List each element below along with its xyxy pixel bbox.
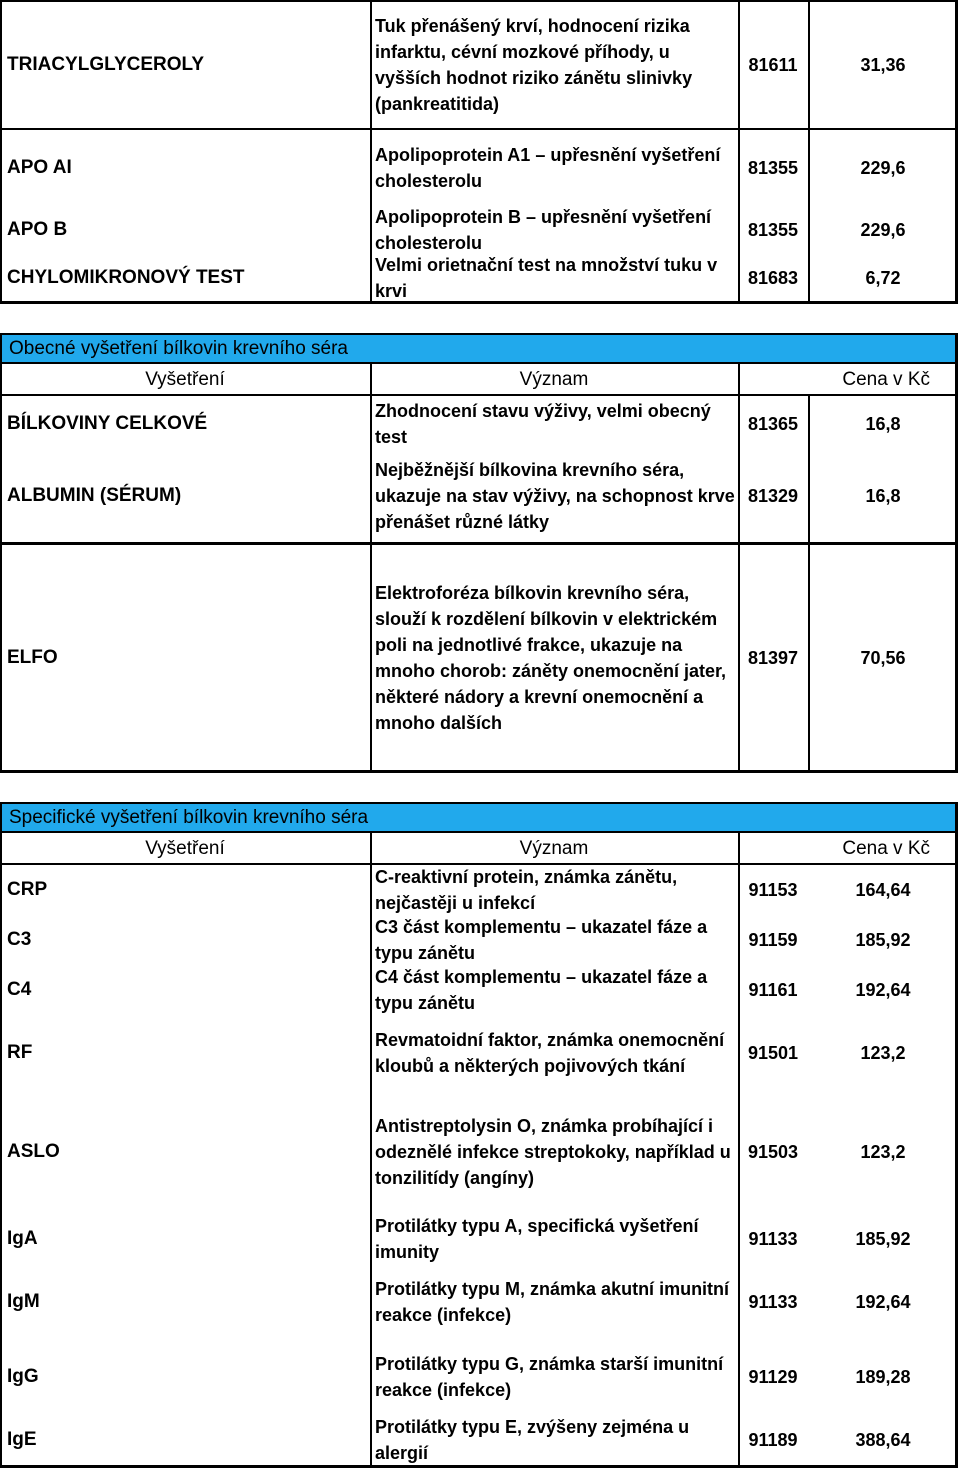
exam-price: 185,92	[855, 929, 911, 950]
exam-meaning: C3 část komplementu – ukazatel fáze a typu zánětu	[375, 917, 708, 963]
header-meaning: Význam	[519, 838, 589, 859]
exam-price: 70,56	[860, 647, 906, 668]
exam-price: 31,36	[860, 54, 906, 75]
table-row	[0, 1097, 958, 1207]
exam-price: 123,2	[860, 1141, 906, 1162]
table-row	[0, 2, 958, 128]
exam-price: 189,28	[855, 1366, 911, 1387]
exam-name: IgE	[7, 1429, 37, 1450]
exam-meaning: Protilátky typu E, zvýšeny zejména u alergií	[375, 1417, 690, 1463]
exam-meaning: Velmi orietnační test na množství tuku v krvi	[375, 255, 718, 301]
exam-code: 81355	[747, 157, 799, 178]
exam-name: APO AI	[7, 157, 72, 178]
exam-price: 185,92	[855, 1228, 911, 1249]
header-meaning: Význam	[519, 369, 589, 390]
table-row	[0, 202, 958, 258]
exam-code: 81397	[747, 647, 799, 668]
exam-meaning: C-reaktivní protein, známka zánětu, nejčastěji u infekcí	[375, 867, 678, 913]
header-exam: Vyšetření	[145, 838, 225, 859]
table-header	[0, 833, 958, 865]
exam-code: 91159	[748, 929, 798, 950]
exam-code: 91133	[748, 1228, 798, 1249]
exam-meaning: Revmatoidní faktor, známka onemocnění kloubů a některých pojivových tkání	[375, 1030, 725, 1076]
exam-code: 91129	[748, 1366, 798, 1387]
table-row	[0, 1276, 958, 1328]
exam-meaning: Protilátky typu M, známka akutní imunitní reakce (infekce)	[375, 1279, 730, 1325]
exam-meaning: Apolipoprotein A1 – upřesnění vyšetření cholesterolu	[375, 145, 721, 191]
exam-price: 16,8	[865, 485, 901, 506]
table-row	[0, 252, 958, 304]
exam-code: 81329	[747, 485, 799, 506]
exam-name: CRP	[7, 879, 48, 900]
exam-meaning: Antistreptolysin O, známka probíhající i odeznělé infekce streptokoky, například u tonzilitídy (angíny)	[375, 1116, 731, 1188]
exam-name: ALBUMIN (SÉRUM)	[7, 485, 182, 506]
exam-code: 91161	[748, 979, 798, 1000]
table-row	[0, 140, 958, 196]
exam-meaning: Protilátky typu A, specifická vyšetření imunity	[375, 1216, 699, 1262]
exam-name: C4	[7, 979, 32, 1000]
exam-price: 123,2	[860, 1042, 906, 1063]
exam-code: 81683	[747, 267, 799, 288]
table-lipids	[0, 0, 958, 304]
table-header	[0, 364, 958, 396]
table-row	[0, 1351, 958, 1403]
section-title: Obecné vyšetření bílkovin krevního séra	[0, 333, 958, 364]
exam-meaning: Apolipoprotein B – upřesnění vyšetření cholesterolu	[375, 207, 712, 253]
exam-code: 81365	[747, 413, 799, 434]
section-title: Specifické vyšetření bílkovin krevního séra	[0, 802, 958, 833]
exam-price: 16,8	[865, 413, 901, 434]
exam-price: 164,64	[855, 879, 911, 900]
table-row	[0, 545, 958, 771]
exam-code: 81611	[748, 54, 798, 75]
exam-meaning: Protilátky typu G, známka starší imunitní reakce (infekce)	[375, 1354, 724, 1400]
exam-meaning: Nejběžnější bílkovina krevního séra, ukazuje na stav výživy, na schopnost krve přenášet různé látky	[375, 460, 735, 532]
table-general-proteins	[0, 364, 958, 773]
table-row	[0, 965, 958, 1015]
header-price: Cena v Kč	[842, 838, 930, 859]
exam-meaning: Elektroforéza bílkovin krevního séra, slouží k rozdělení bílkovin v elektrickém poli na jednotlivé frakce, ukazuje na mnoho chorob: záněty onemocnění jater, některé nádory a krevní onemocnění a mnoho dalších	[375, 583, 727, 733]
exam-name: IgG	[7, 1366, 39, 1387]
exam-code: 91503	[747, 1141, 799, 1162]
exam-meaning: Tuk přenášený krví, hodnocení rizika infarktu, cévní mozkové příhody, u vyšších hodnot riziko zánětu slinivky (pankreatitida)	[375, 16, 693, 114]
table-row	[0, 1414, 958, 1466]
table-row	[0, 865, 958, 915]
exam-price: 192,64	[855, 1291, 911, 1312]
exam-meaning: C4 část komplementu – ukazatel fáze a typu zánětu	[375, 967, 708, 1013]
exam-name: RF	[7, 1042, 33, 1063]
table-row	[0, 915, 958, 965]
exam-code: 91133	[748, 1291, 798, 1312]
exam-name: C3	[7, 929, 32, 950]
header-price: Cena v Kč	[842, 369, 930, 390]
exam-name: BÍLKOVINY CELKOVÉ	[7, 413, 208, 434]
exam-price: 229,6	[860, 219, 906, 240]
exam-name: ELFO	[7, 647, 58, 668]
table-specific-proteins	[0, 833, 958, 1468]
exam-code: 91153	[748, 879, 798, 900]
table-row	[0, 452, 958, 540]
table-row	[0, 396, 958, 452]
exam-name: CHYLOMIKRONOVÝ TEST	[7, 267, 245, 288]
exam-name: IgM	[7, 1291, 40, 1312]
exam-price: 6,72	[865, 267, 901, 288]
exam-code: 91501	[747, 1042, 799, 1063]
exam-code: 81355	[747, 219, 799, 240]
exam-name: IgA	[7, 1228, 38, 1249]
exam-name: APO B	[7, 219, 68, 240]
exam-meaning: Zhodnocení stavu výživy, velmi obecný test	[375, 401, 711, 447]
exam-name: ASLO	[7, 1141, 60, 1162]
header-exam: Vyšetření	[145, 369, 225, 390]
exam-price: 388,64	[855, 1429, 911, 1450]
exam-code: 91189	[748, 1429, 798, 1450]
table-row	[0, 1015, 958, 1091]
exam-price: 229,6	[860, 157, 906, 178]
exam-name: TRIACYLGLYCEROLY	[7, 54, 205, 75]
exam-price: 192,64	[855, 979, 911, 1000]
table-row	[0, 1213, 958, 1265]
